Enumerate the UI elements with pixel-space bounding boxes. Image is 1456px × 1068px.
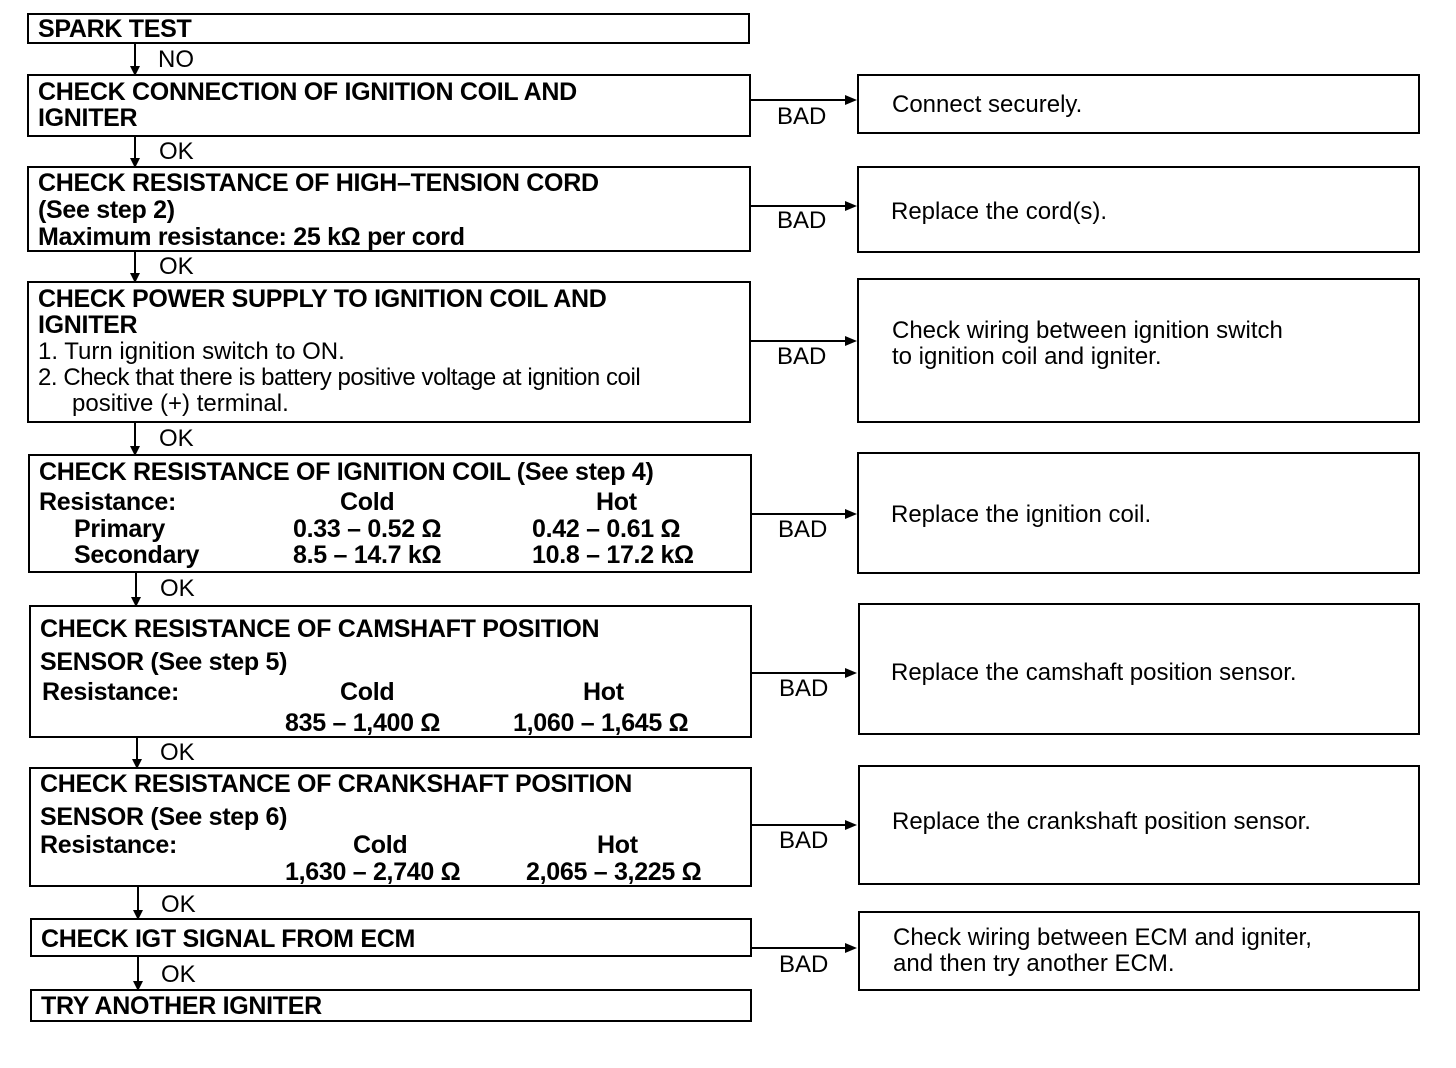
secondary-cold-value: 8.5 – 14.7 kΩ [293,541,442,569]
resistance-label: Resistance: [40,831,178,859]
action-connect-box [857,74,1420,134]
action-replace-cord-box [857,166,1420,253]
secondary-label: Secondary [74,541,200,569]
action-replace-camshaft-box [858,603,1420,735]
ok-label: OK [160,575,195,602]
step-ignition-coil-box [28,454,752,573]
cold-header: Cold [340,678,395,706]
step-instruction: 2. Check that there is battery positive voltage at ignition coil [38,364,641,391]
step-title: TRY ANOTHER IGNITER [41,992,322,1020]
step-power-supply-box [27,281,751,423]
step-reference: (See step 2) [38,196,175,224]
step-hightension-cord-box [27,166,751,252]
hot-value: 2,065 – 3,225 Ω [526,858,702,886]
step-crankshaft-sensor-box [29,767,752,887]
step-spec: Maximum resistance: 25 kΩ per cord [38,223,465,251]
step-title: SENSOR (See step 6) [40,803,288,831]
bad-label: BAD [779,951,829,978]
step-igt-signal-box [30,918,752,957]
step-title: CHECK POWER SUPPLY TO IGNITION COIL AND [38,285,607,313]
cold-header: Cold [353,831,408,859]
ok-label: OK [159,253,194,280]
step-check-connection-box [27,74,751,137]
step-camshaft-sensor-box [29,605,752,738]
secondary-hot-value: 10.8 – 17.2 kΩ [532,541,694,569]
action-text: Replace the cord(s). [891,198,1108,225]
cold-value: 1,630 – 2,740 Ω [285,858,461,886]
resistance-label: Resistance: [39,488,177,516]
ok-label: OK [159,425,194,452]
bad-label: BAD [777,103,827,130]
action-text: and then try another ECM. [893,950,1175,977]
step-title: CHECK RESISTANCE OF CRANKSHAFT POSITION [40,770,633,798]
step-title: CHECK CONNECTION OF IGNITION COIL AND [38,78,577,106]
action-text: Replace the camshaft position sensor. [891,659,1297,686]
step-title: SENSOR (See step 5) [40,648,288,676]
no-label: NO [158,46,194,73]
action-replace-crankshaft-box [858,765,1420,885]
hot-value: 1,060 – 1,645 Ω [513,709,689,737]
action-text: to ignition coil and igniter. [892,343,1162,370]
step-title: CHECK IGT SIGNAL FROM ECM [41,925,415,953]
action-text: Check wiring between ECM and igniter, [893,924,1312,951]
step-title: CHECK RESISTANCE OF IGNITION COIL (See step 4) [39,458,654,486]
bad-label: BAD [779,675,829,702]
hot-header: Hot [583,678,624,706]
ok-label: OK [161,891,196,918]
step-instruction: positive (+) terminal. [72,390,289,417]
action-check-wiring-switch-box [857,278,1420,423]
step-title: IGNITER [38,104,138,132]
bad-label: BAD [777,343,827,370]
action-text: Connect securely. [892,91,1083,118]
action-text: Check wiring between ignition switch [892,317,1283,344]
bad-label: BAD [777,207,827,234]
primary-hot-value: 0.42 – 0.61 Ω [532,515,681,543]
ok-label: OK [161,961,196,988]
action-replace-coil-box [857,452,1420,574]
step-instruction: 1. Turn ignition switch to ON. [38,338,345,365]
step-try-igniter-box [30,989,752,1022]
bad-label: BAD [779,827,829,854]
action-check-ecm-box [858,911,1420,991]
hot-header: Hot [596,488,637,516]
bad-label: BAD [778,516,828,543]
ok-label: OK [160,739,195,766]
step-title: IGNITER [38,311,138,339]
cold-header: Cold [340,488,395,516]
resistance-label: Resistance: [42,678,180,706]
step-title: CHECK RESISTANCE OF HIGH–TENSION CORD [38,169,599,197]
step-title: CHECK RESISTANCE OF CAMSHAFT POSITION [40,615,600,643]
cold-value: 835 – 1,400 Ω [285,709,441,737]
hot-header: Hot [597,831,638,859]
primary-cold-value: 0.33 – 0.52 Ω [293,515,442,543]
ok-label: OK [159,138,194,165]
spark-test-title: SPARK TEST [38,15,192,43]
action-text: Replace the crankshaft position sensor. [892,808,1311,835]
primary-label: Primary [74,515,166,543]
action-text: Replace the ignition coil. [891,501,1152,528]
spark-test-box [27,13,750,44]
